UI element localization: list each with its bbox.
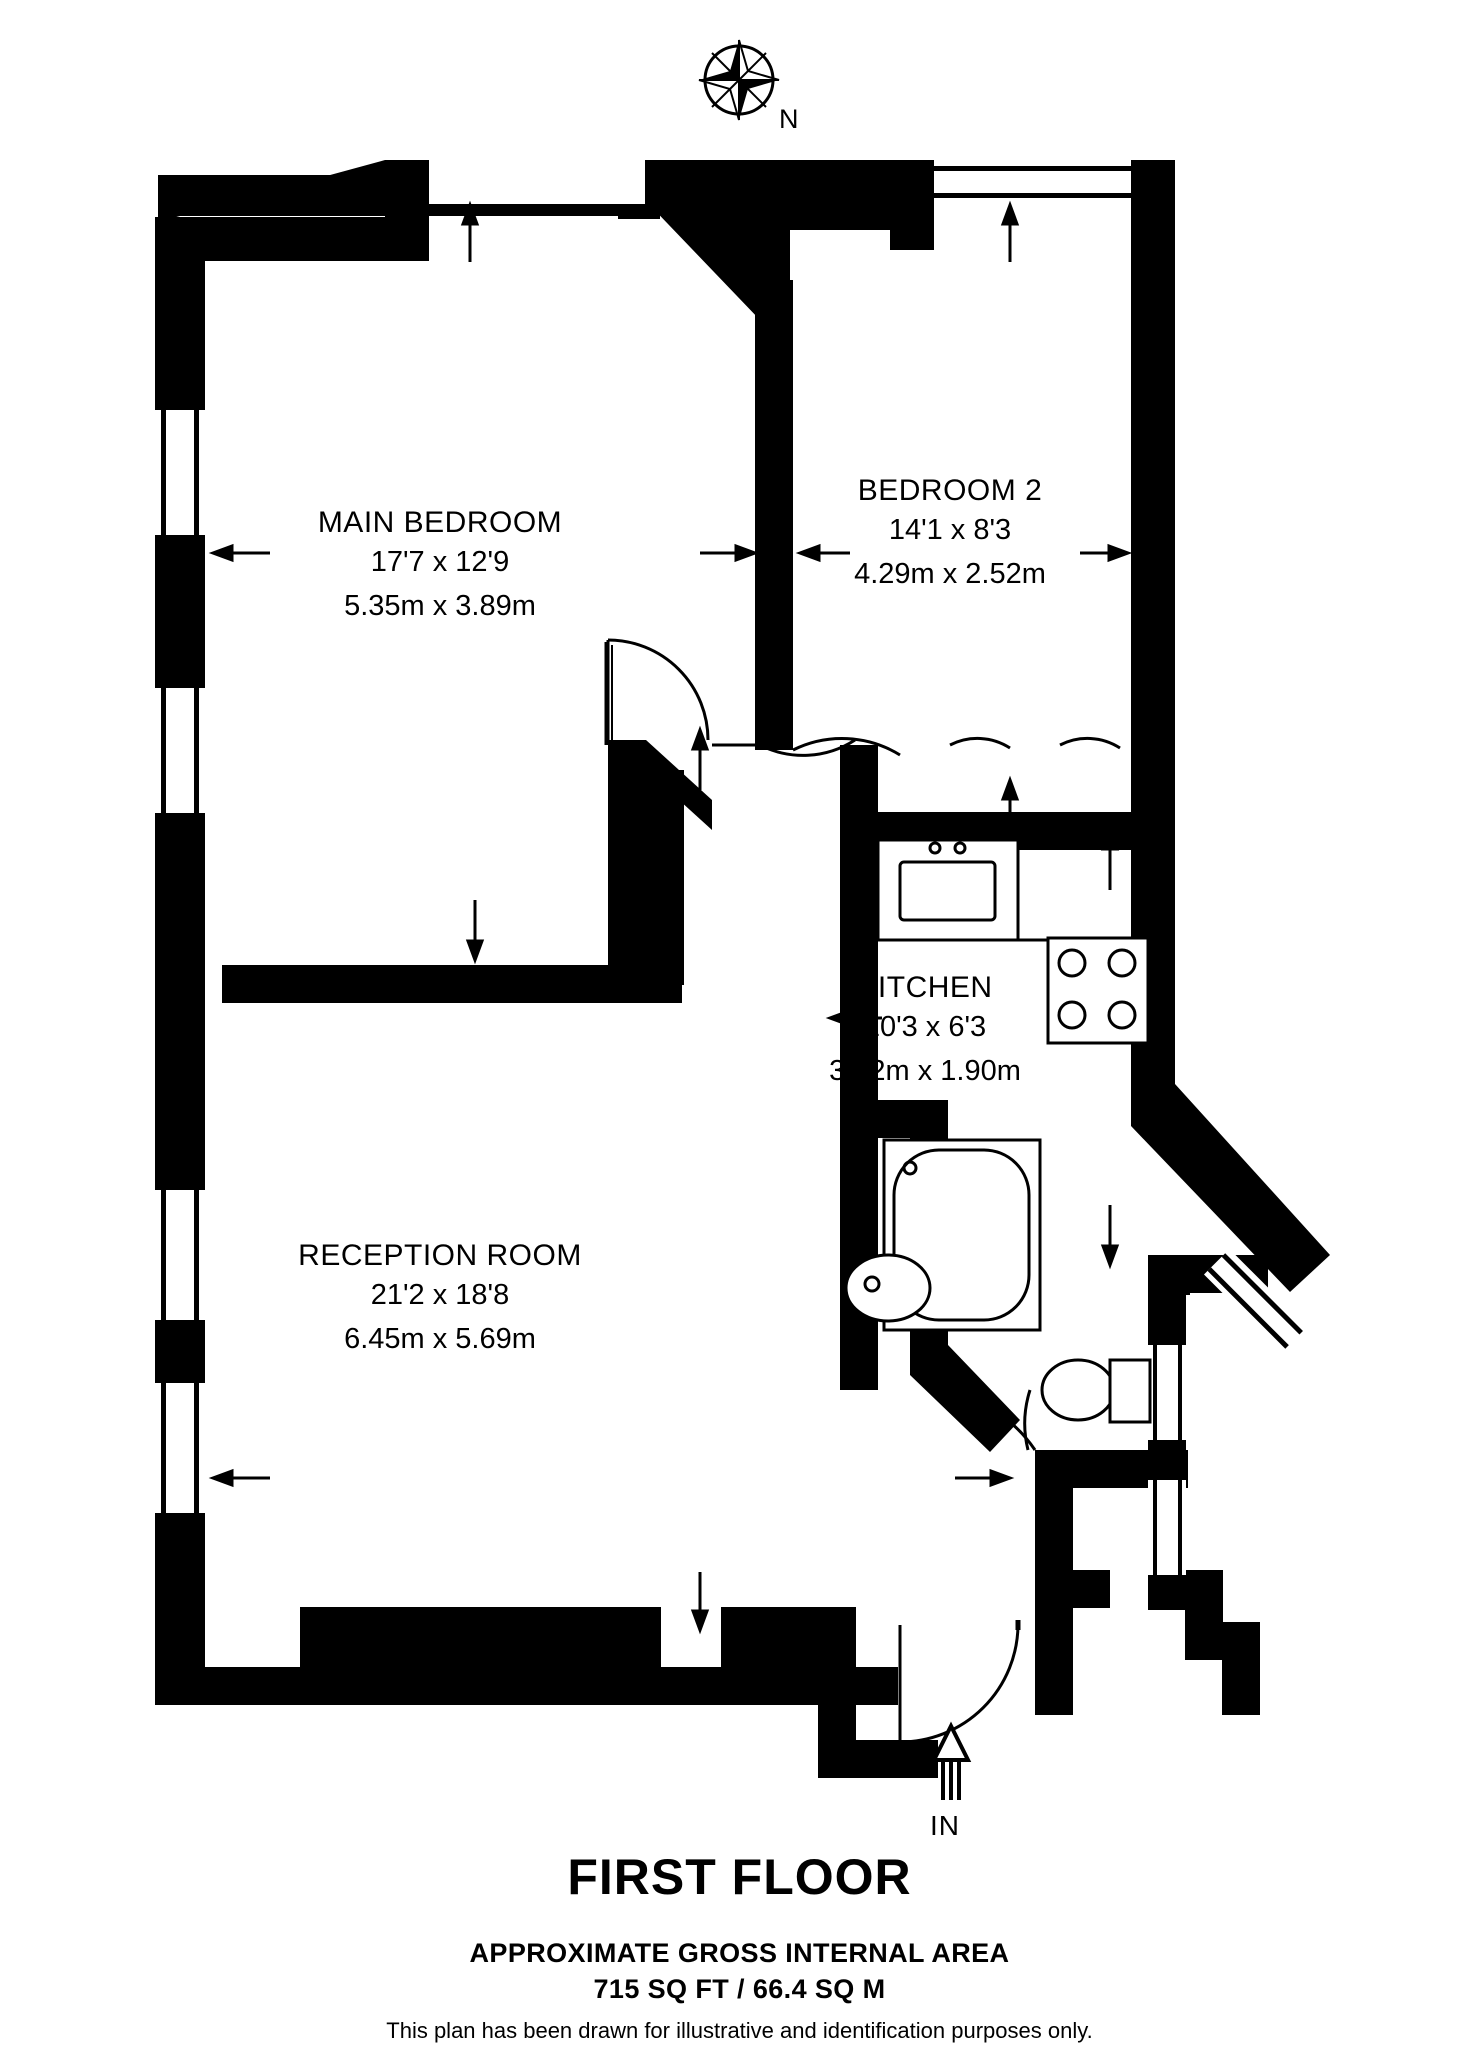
compass-north-label: N xyxy=(779,104,799,134)
washbasin-icon xyxy=(846,1255,930,1321)
kitchen-hob-icon xyxy=(1048,938,1148,1043)
entrance-label: IN xyxy=(930,1810,960,1841)
disclaimer-text: This plan has been drawn for illustrative and identification purposes only. xyxy=(386,2018,1093,2043)
room-dim-metric-reception-room: 6.45m x 5.69m xyxy=(344,1323,536,1355)
toilet-icon xyxy=(1042,1360,1150,1422)
room-dim-imperial-main-bedroom: 17'7 x 12'9 xyxy=(370,546,510,578)
room-dim-imperial-bedroom-2: 14'1 x 8'3 xyxy=(888,514,1012,546)
compass-rose-icon xyxy=(699,40,779,120)
gross-area-heading: APPROXIMATE GROSS INTERNAL AREA xyxy=(469,1938,1010,1968)
gross-area-value: 715 SQ FT / 66.4 SQ M xyxy=(593,1974,886,2004)
floor-title: FIRST FLOOR xyxy=(567,1849,912,1905)
room-dim-metric-bedroom-2: 4.29m x 2.52m xyxy=(854,558,1046,590)
entrance-arrow-icon xyxy=(934,1726,968,1800)
room-label-reception-room: RECEPTION ROOM xyxy=(298,1239,582,1272)
room-dim-imperial-reception-room: 21'2 x 18'8 xyxy=(370,1279,510,1311)
kitchen-sink-icon xyxy=(878,840,1018,940)
room-dim-metric-kitchen: 3.12m x 1.90m xyxy=(829,1055,1021,1087)
room-dim-imperial-kitchen: 10'3 x 6'3 xyxy=(863,1011,987,1043)
room-dim-metric-main-bedroom: 5.35m x 3.89m xyxy=(344,590,536,622)
room-label-main-bedroom: MAIN BEDROOM xyxy=(317,506,563,539)
room-label-kitchen: KITCHEN xyxy=(857,971,993,1004)
room-label-bedroom-2: BEDROOM 2 xyxy=(857,474,1043,507)
